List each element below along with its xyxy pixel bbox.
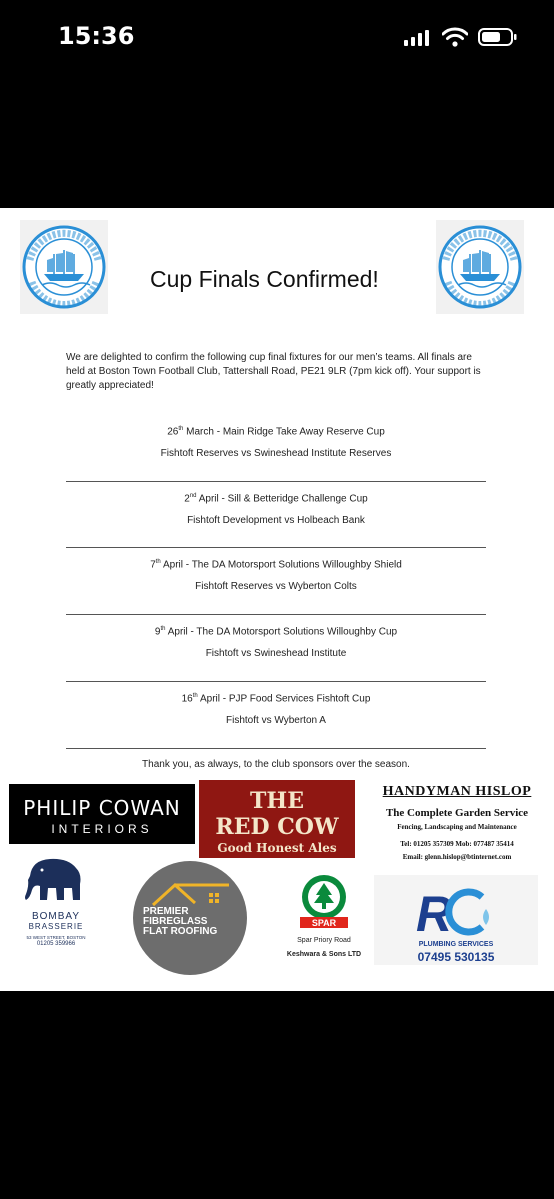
- fixture-date-competition: 9th April - The DA Motorsport Solutions Willoughby Cup: [154, 626, 398, 638]
- cellular-signal-icon: [404, 30, 430, 46]
- sponsor-rc-plumbing: [374, 875, 538, 965]
- sponsor-philip-cowan: [9, 784, 195, 844]
- sponsor-premier-fibreglass: [133, 861, 247, 975]
- fishtoft-club-crest-left: [20, 220, 108, 314]
- sponsor-spar: [284, 873, 364, 973]
- sponsor-service: PLUMBING SERVICES: [418, 941, 494, 948]
- fixture-teams: Fishtoft vs Swineshead Institute: [205, 648, 347, 659]
- rc-plumbing-logo-icon: [414, 881, 498, 939]
- divider: [66, 547, 486, 548]
- page-title: Cup Finals Confirmed!: [150, 266, 379, 292]
- sponsor-phone: 07495 530135: [417, 950, 495, 964]
- sponsor-email: Email: glenn.hislop@btinternet.com: [402, 853, 512, 861]
- sponsor-owner: Keshwara & Sons LTD: [286, 951, 362, 958]
- sponsor-subtitle: BRASSERIE: [28, 922, 84, 931]
- divider: [66, 481, 486, 482]
- divider: [66, 614, 486, 615]
- sponsor-service: The Complete Garden Service: [385, 807, 529, 819]
- fixture-item: [66, 626, 486, 662]
- sponsor-tagline: Fencing, Landscaping and Maintenance: [397, 823, 517, 831]
- fishtoft-club-crest-right: [436, 220, 524, 314]
- sponsor-name: PREMIER FIBREGLASS FLAT ROOFING: [143, 906, 218, 937]
- sponsor-name: BOMBAY: [31, 911, 81, 922]
- svg-text:SPAR: SPAR: [311, 918, 337, 928]
- fixture-item: [66, 493, 486, 529]
- fixture-date-competition: 2nd April - Sill & Betteridge Challenge Cup: [184, 493, 368, 505]
- divider: [66, 681, 486, 682]
- fixture-date-competition: 7th April - The DA Motorsport Solutions Willoughby Shield: [150, 559, 402, 571]
- status-bar: [0, 0, 554, 75]
- sponsor-address: 53 WEST STREET, BOSTON: [26, 935, 86, 940]
- fixture-teams: Fishtoft vs Wyberton A: [226, 715, 326, 726]
- house-roof-icon: [149, 881, 233, 907]
- svg-text:R: R: [416, 886, 453, 939]
- sponsor-red-cow: [199, 780, 355, 858]
- fixture-teams: Fishtoft Development vs Holbeach Bank: [187, 515, 365, 526]
- sponsor-phones: Tel: 01205 357309 Mob: 077487 35414: [400, 840, 514, 848]
- wifi-icon: [442, 27, 468, 47]
- battery-icon: [478, 28, 518, 46]
- sponsor-name: HANDYMAN HISLOP: [382, 784, 532, 799]
- sponsor-name: Spar Priory Road: [297, 937, 351, 944]
- fixture-item: [66, 559, 486, 595]
- fixture-item: [66, 693, 486, 729]
- spar-logo-icon: [296, 873, 352, 929]
- sponsor-phone: 01205 359966: [36, 941, 76, 947]
- intro-paragraph: We are delighted to confirm the following cup final fixtures for our men’s teams. All finals are held at Boston Town Football Club, Tattershall Road, PE21 9LR (7pm kick off). Your support is greatly appreciated!: [66, 352, 481, 391]
- fixture-teams: Fishtoft Reserves vs Wyberton Colts: [195, 581, 357, 592]
- fixture-item: [66, 426, 486, 462]
- status-time: 15:36: [58, 22, 135, 50]
- fixture-date-competition: 16th April - PJP Food Services Fishtoft Cup: [181, 693, 371, 705]
- sponsors-thanks: Thank you, as always, to the club sponsors over the season.: [142, 759, 410, 770]
- sponsor-bombay-brasserie: [10, 854, 102, 958]
- sponsor-name: RED COW: [215, 814, 339, 840]
- divider: [66, 748, 486, 749]
- sponsor-slogan: Good Honest Ales: [217, 841, 337, 855]
- sponsor-handyman-hislop: [368, 784, 546, 874]
- fixture-date-competition: 26th March - Main Ridge Take Away Reserve Cup: [167, 426, 385, 438]
- cup-finals-flyer: [0, 208, 554, 991]
- fixture-teams: Fishtoft Reserves vs Swineshead Institute Reserves: [160, 448, 392, 459]
- sponsor-subtitle: INTERIORS: [51, 822, 153, 836]
- elephant-icon: [16, 854, 96, 904]
- sponsor-name-line: THE: [250, 788, 304, 814]
- sponsor-name: PHILIP COWAN: [23, 796, 181, 820]
